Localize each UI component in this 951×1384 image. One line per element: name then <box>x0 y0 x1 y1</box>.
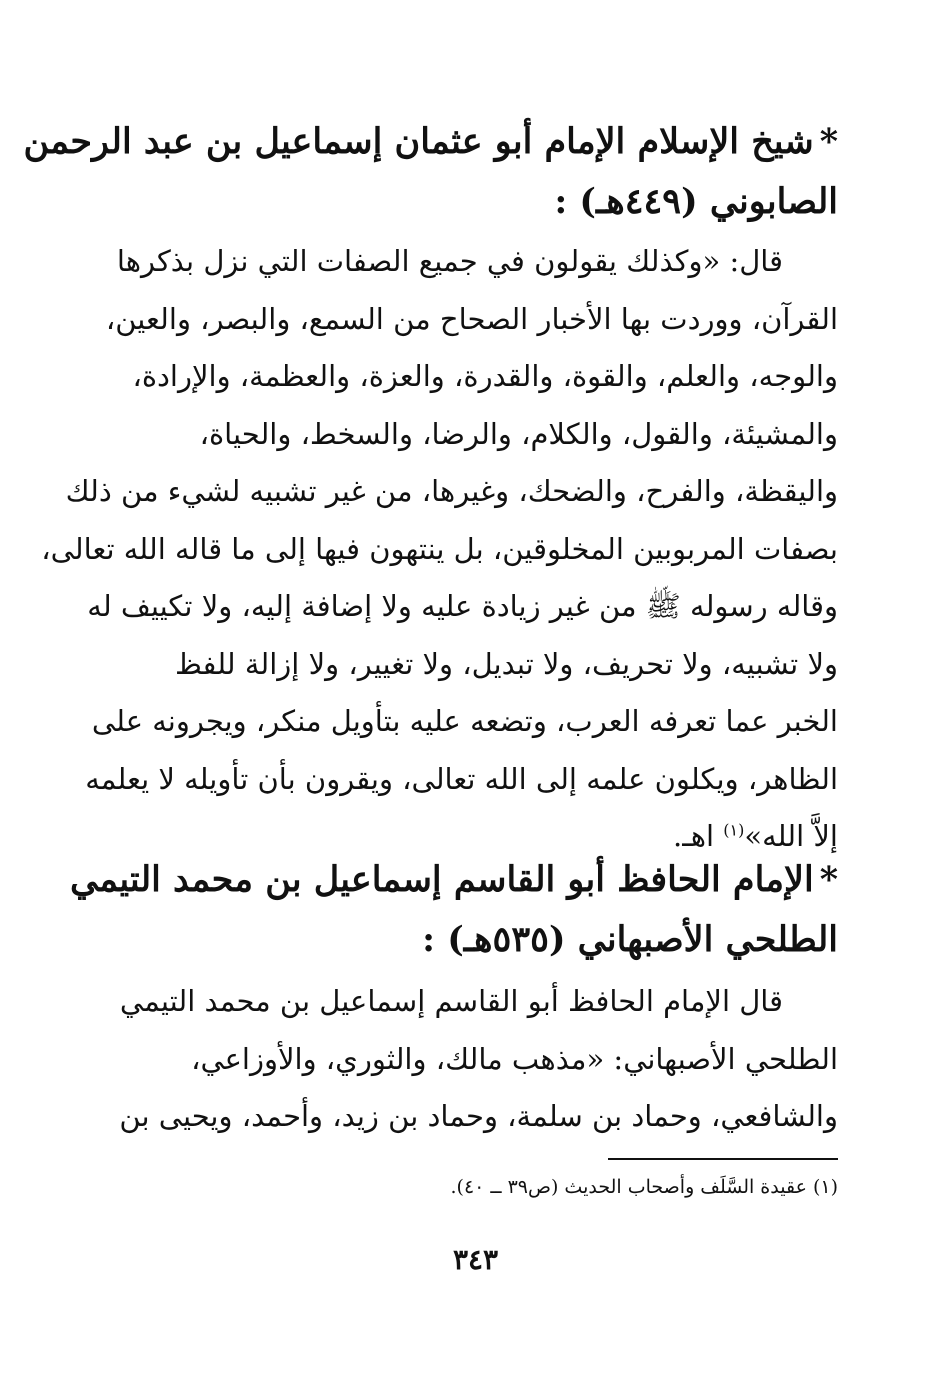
paragraph-line: الظاهر، ويكلون علمه إلى الله تعالى، ويقرون بأن تأويله لا يعلمه <box>85 761 838 796</box>
paragraph-line: قال الإمام الحافظ أبو القاسم إسماعيل بن محمد التيمي <box>119 984 783 1018</box>
paragraph-line: والشافعي، وحماد بن سلمة، وحماد بن زيد، وأحمد، ويحيى بن <box>119 1099 838 1133</box>
star-marker-icon: * <box>819 121 838 162</box>
footnote-reference[interactable]: (١) <box>723 820 745 840</box>
paragraph-line: والمشيئة، والقول، والكلام، والرضا، والسخط، والحياة، <box>199 416 838 451</box>
paragraph-line: قال: «وكذلك يقولون في جميع الصفات التي نزل بذكرها <box>116 244 783 278</box>
section-heading-sabuni <box>23 112 838 232</box>
heading-line: الطلحي الأصبهاني (٥٣٥هـ) : <box>422 919 838 960</box>
heading-line: الصابوني (٤٤٩هـ) : <box>554 181 838 222</box>
paragraph-line: الطلحي الأصبهاني: «مذهب مالك، والثوري، والأوزاعي، <box>191 1041 838 1076</box>
quote-paragraph-asbahani <box>119 973 838 1146</box>
page-number: ٣٤٣ <box>452 1243 499 1276</box>
paragraph-line: وقاله رسوله ﷺ من غير زيادة عليه ولا إضافة إليه، ولا تكييف له <box>87 589 838 623</box>
paragraph-line: والوجه، والعلم، والقوة، والقدرة، والعزة، والعظمة، والإرادة، <box>132 359 838 393</box>
footnote: (١) عقيدة السَّلَف وأصحاب الحديث (ص٣٩ ــ ٤٠). <box>450 1176 838 1198</box>
star-marker-icon: * <box>819 859 838 900</box>
quote-paragraph-sabuni <box>41 233 838 866</box>
paragraph-line: واليقظة، والفرح، والضحك، وغيرها، من غير تشبيه لشيء من ذلك <box>65 474 838 508</box>
section-heading-asbahani <box>69 850 838 970</box>
paragraph-line: بصفات المربوبين المخلوقين، بل ينتهون فيها إلى ما قاله الله تعالى، <box>41 531 838 566</box>
paragraph-last-line: إلاَّ الله»$^{(١)}$ اهـ. <box>673 819 838 853</box>
footnote-divider <box>608 1158 838 1160</box>
paragraph-line: القرآن، ووردت بها الأخبار الصحاح من السمع، والبصر، والعين، <box>105 301 838 336</box>
heading-line: *شيخ الإسلام الإمام أبو عثمان إسماعيل بن عبد الرحمن <box>23 121 838 162</box>
paragraph-line: ولا تشبيه، ولا تحريف، ولا تبديل، ولا تغيير، ولا إزالة للفظ <box>175 646 838 681</box>
heading-line: *الإمام الحافظ أبو القاسم إسماعيل بن محمد التيمي <box>69 859 838 900</box>
paragraph-line: الخبر عما تعرفه العرب، وتضعه عليه بتأويل منكر، ويجرونه على <box>91 704 838 738</box>
